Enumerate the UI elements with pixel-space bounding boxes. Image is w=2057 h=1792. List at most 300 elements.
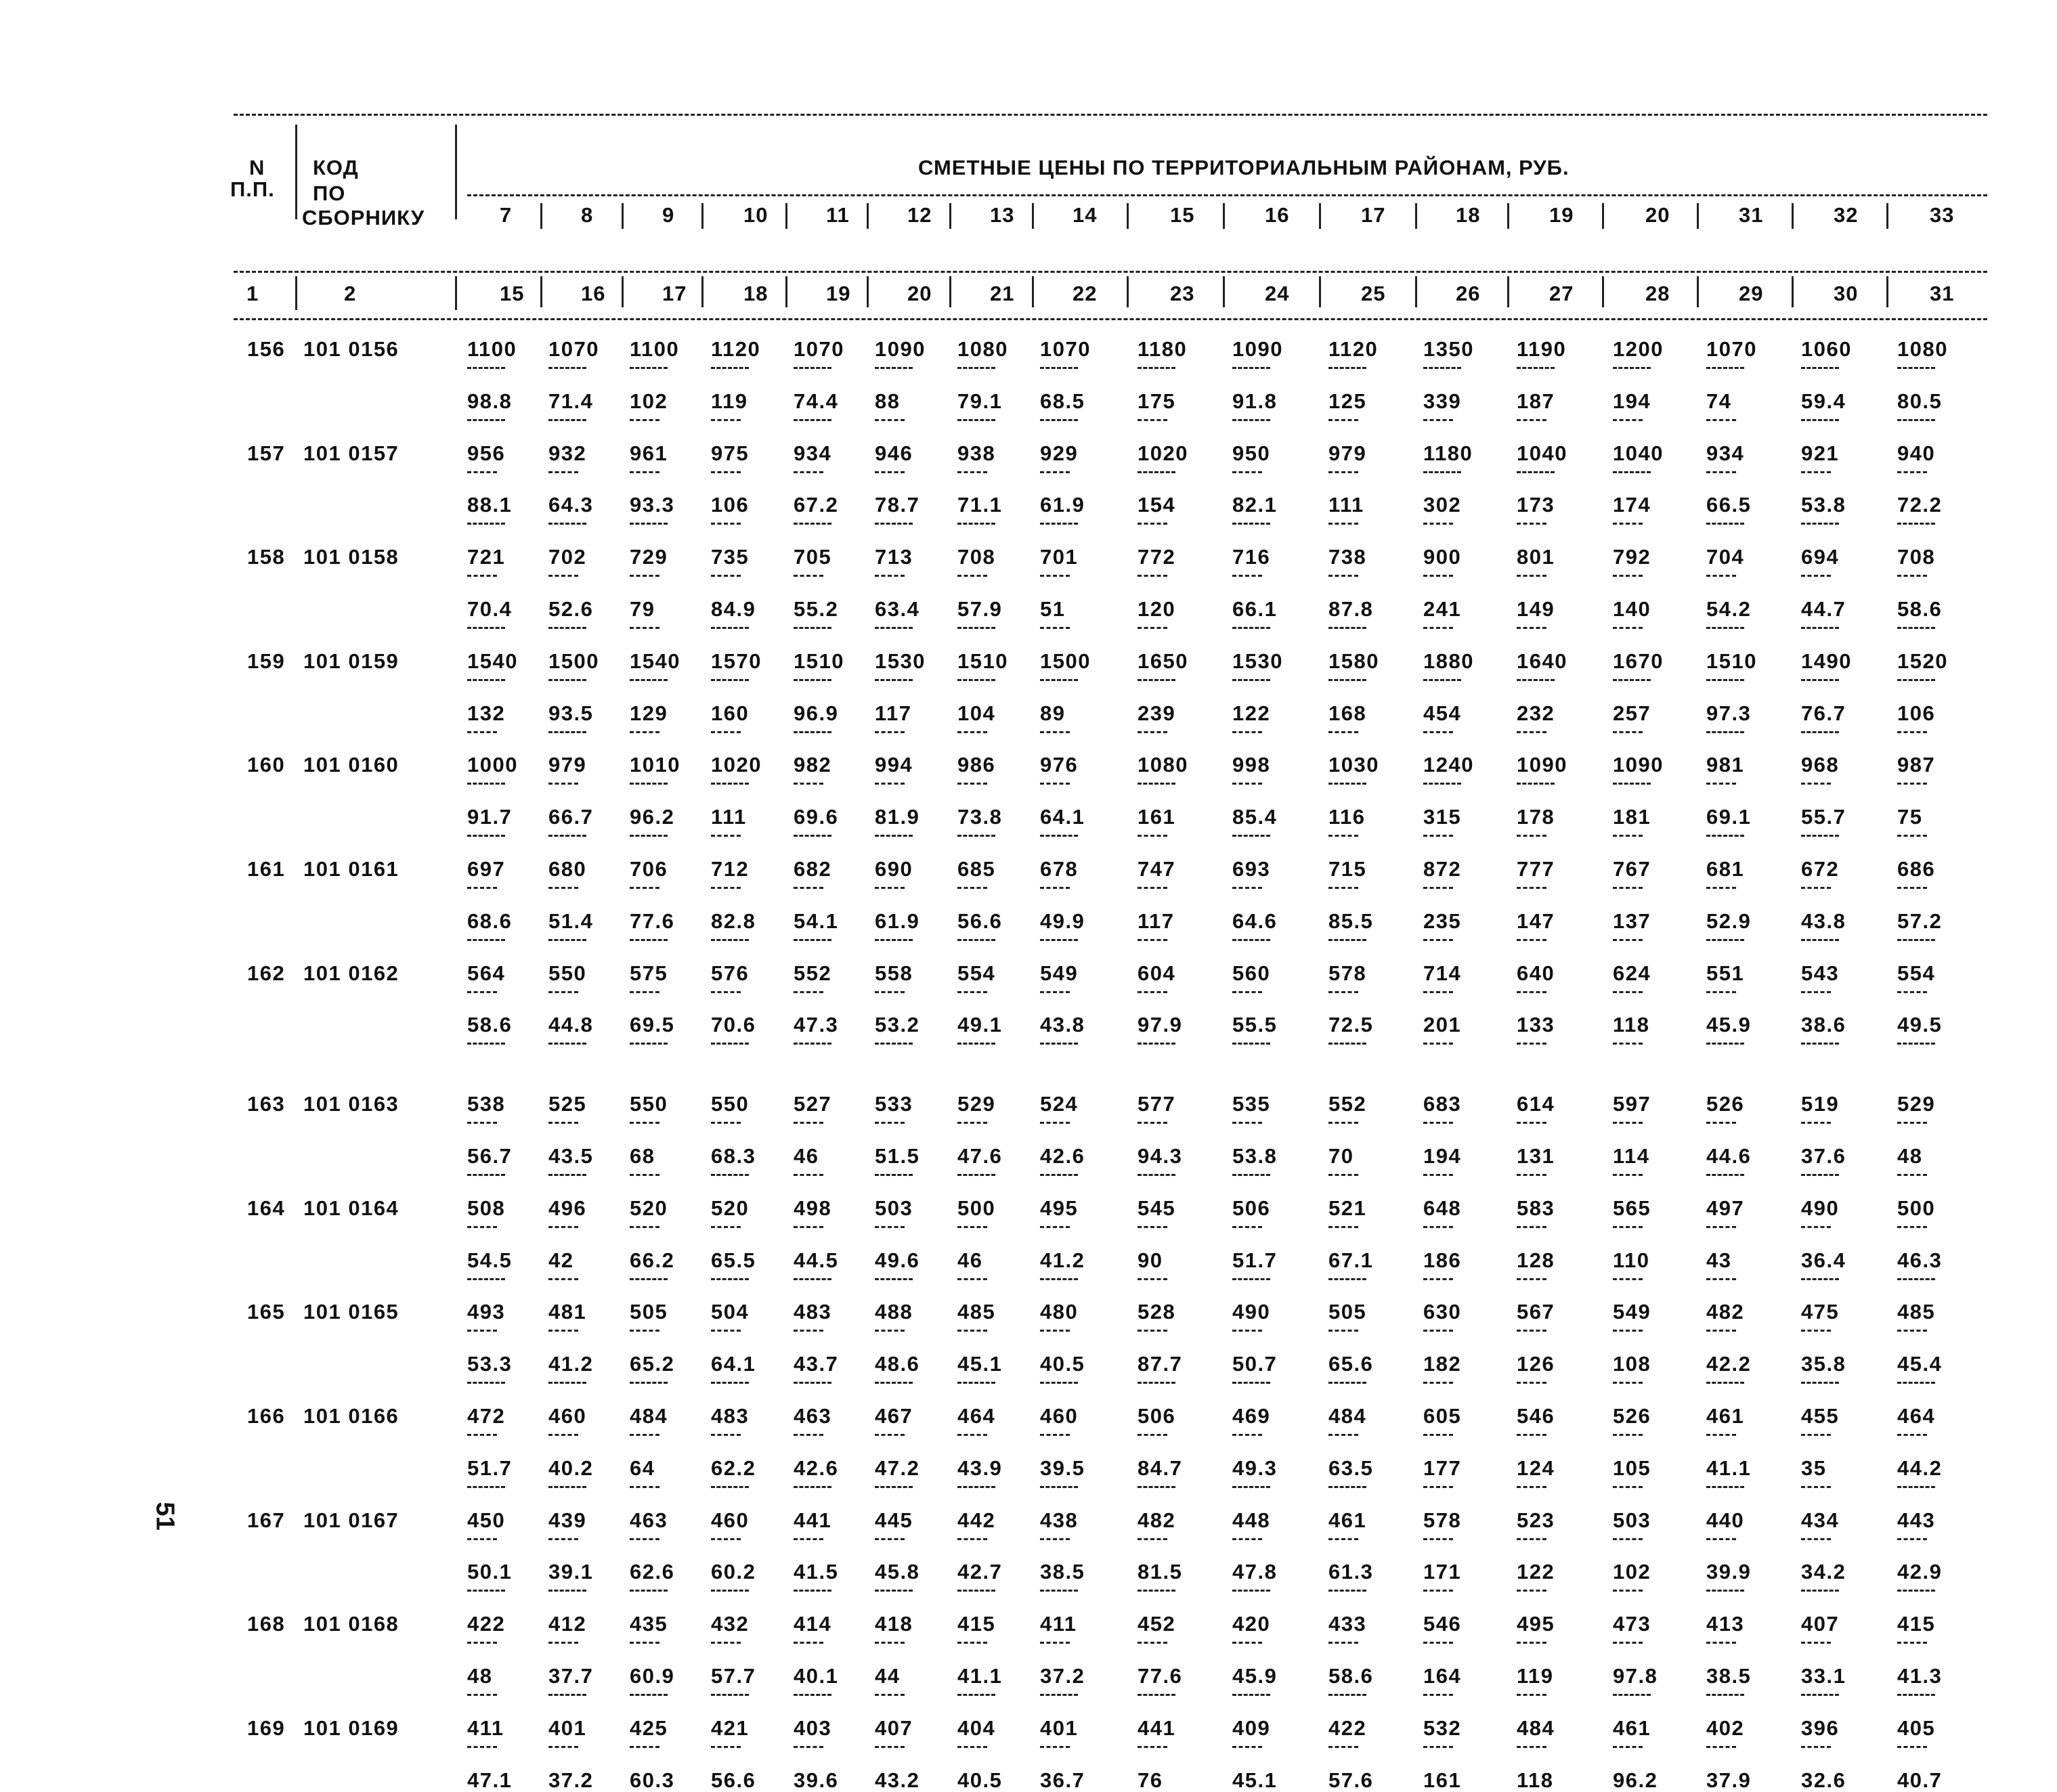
- fraction-bar: [1897, 1538, 1927, 1540]
- price-cell: 552: [1328, 1092, 1367, 1116]
- price-cell: 55.2: [794, 597, 839, 621]
- fraction-bar: [467, 575, 497, 577]
- fraction-bar: [711, 1642, 741, 1644]
- fraction-bar: [1328, 1486, 1366, 1488]
- fraction-bar: [1706, 1382, 1744, 1384]
- price-cell: 97.8: [1613, 1664, 1658, 1688]
- fraction-bar: [1423, 367, 1461, 369]
- price-cell: 87.8: [1328, 597, 1374, 621]
- fraction-bar: [794, 1382, 831, 1384]
- fraction-bar: [1328, 991, 1358, 993]
- price-cell: 1540: [630, 649, 680, 673]
- fraction-bar: [1613, 1434, 1643, 1436]
- fraction-bar: [794, 1043, 831, 1045]
- price-cell: 1040: [1517, 441, 1567, 465]
- price-cell: 47.2: [875, 1456, 920, 1480]
- column-index: 1: [246, 282, 259, 305]
- price-cell: 76.7: [1801, 701, 1846, 725]
- price-cell: 43.5: [548, 1144, 594, 1168]
- fraction-bar: [1706, 1434, 1736, 1436]
- fraction-bar: [467, 1434, 497, 1436]
- price-cell: 40.5: [1040, 1352, 1085, 1376]
- price-cell: 44.6: [1706, 1144, 1752, 1168]
- item-code: 101 0164: [303, 1196, 399, 1220]
- price-cell: 407: [875, 1715, 913, 1740]
- price-cell: 702: [548, 545, 587, 569]
- price-cell: 78.7: [875, 493, 920, 517]
- price-cell: 66.1: [1232, 597, 1278, 621]
- header-vbar: [1602, 276, 1604, 307]
- fraction-bar: [875, 471, 905, 473]
- price-cell: 124: [1517, 1456, 1555, 1480]
- item-code: 101 0161: [303, 857, 399, 881]
- fraction-bar: [1328, 575, 1358, 577]
- fraction-bar: [1040, 731, 1070, 733]
- fraction-bar: [957, 835, 995, 837]
- price-cell: 168: [1328, 701, 1367, 725]
- price-cell: 89: [1040, 701, 1066, 725]
- price-cell: 604: [1138, 961, 1176, 985]
- price-cell: 950: [1232, 441, 1271, 465]
- price-cell: 506: [1138, 1404, 1176, 1428]
- fraction-bar: [467, 471, 497, 473]
- header-code-2: ПО: [313, 181, 346, 205]
- price-cell: 412: [548, 1612, 587, 1636]
- price-cell: 986: [957, 753, 996, 777]
- price-cell: 44.8: [548, 1013, 594, 1037]
- price-cell: 1240: [1423, 753, 1474, 777]
- fraction-bar: [794, 1226, 823, 1228]
- price-cell: 64.6: [1232, 909, 1278, 933]
- fraction-bar: [1706, 887, 1736, 889]
- fraction-bar: [957, 1330, 987, 1332]
- price-cell: 56.6: [711, 1768, 756, 1792]
- price-cell: 418: [875, 1612, 913, 1636]
- price-cell: 64.1: [1040, 805, 1085, 829]
- fraction-bar: [1801, 419, 1839, 421]
- price-cell: 77.6: [1138, 1664, 1183, 1688]
- fraction-bar: [957, 1538, 987, 1540]
- fraction-bar: [630, 1043, 668, 1045]
- fraction-bar: [548, 1642, 578, 1644]
- fraction-bar: [1897, 887, 1927, 889]
- fraction-bar: [794, 1590, 831, 1592]
- header-vbar: [1507, 276, 1509, 307]
- price-cell: 1100: [467, 337, 517, 361]
- fraction-bar: [794, 1538, 823, 1540]
- price-cell: 69.5: [630, 1013, 675, 1037]
- fraction-bar: [1232, 1330, 1262, 1332]
- price-cell: 1080: [957, 337, 1008, 361]
- price-cell: 1500: [1040, 649, 1091, 673]
- price-cell: 131: [1517, 1144, 1555, 1168]
- price-cell: 42.6: [1040, 1144, 1085, 1168]
- price-cell: 1090: [1232, 337, 1283, 361]
- price-cell: 690: [875, 857, 913, 881]
- price-cell: 41.3: [1897, 1664, 1943, 1688]
- price-cell: 712: [711, 857, 750, 881]
- price-cell: 1190: [1517, 337, 1567, 361]
- price-cell: 1040: [1613, 441, 1664, 465]
- fraction-bar: [711, 1330, 741, 1332]
- fraction-bar: [957, 679, 995, 681]
- price-cell: 550: [711, 1092, 750, 1116]
- price-cell: 735: [711, 545, 750, 569]
- fraction-bar: [1613, 1174, 1643, 1176]
- fraction-bar: [1423, 1174, 1453, 1176]
- price-cell: 682: [794, 857, 832, 881]
- price-cell: 49.3: [1232, 1456, 1278, 1480]
- price-cell: 1510: [794, 649, 844, 673]
- price-cell: 140: [1613, 597, 1651, 621]
- fraction-bar: [1706, 1538, 1736, 1540]
- fraction-bar: [1706, 1226, 1736, 1228]
- fraction-bar: [875, 1642, 905, 1644]
- fraction-bar: [548, 523, 586, 525]
- price-cell: 42.6: [794, 1456, 839, 1480]
- header-vbar: [540, 276, 542, 307]
- header-vbar: [1697, 203, 1699, 229]
- price-cell: 554: [957, 961, 996, 985]
- price-cell: 1100: [630, 337, 680, 361]
- fraction-bar: [1423, 1746, 1453, 1748]
- fraction-bar: [875, 575, 905, 577]
- price-cell: 69.1: [1706, 805, 1752, 829]
- price-cell: 174: [1613, 493, 1651, 517]
- fraction-bar: [467, 1590, 505, 1592]
- fraction-bar: [794, 471, 823, 473]
- price-cell: 503: [875, 1196, 913, 1220]
- fraction-bar: [957, 1434, 987, 1436]
- price-cell: 40.5: [957, 1768, 1003, 1792]
- price-cell: 498: [794, 1196, 832, 1220]
- fraction-bar: [1423, 1226, 1453, 1228]
- fraction-bar: [1517, 627, 1546, 629]
- price-cell: 747: [1138, 857, 1176, 881]
- price-cell: 45.9: [1706, 1013, 1752, 1037]
- price-cell: 1180: [1423, 441, 1473, 465]
- fraction-bar: [630, 575, 659, 577]
- price-cell: 523: [1517, 1508, 1555, 1532]
- price-cell: 481: [548, 1300, 587, 1324]
- price-cell: 60.9: [630, 1664, 675, 1688]
- price-cell: 47.1: [467, 1768, 513, 1792]
- fraction-bar: [875, 419, 905, 421]
- fraction-bar: [957, 1278, 987, 1280]
- fraction-bar: [630, 1746, 659, 1748]
- fraction-bar: [1232, 1382, 1270, 1384]
- price-cell: 565: [1613, 1196, 1651, 1220]
- fraction-bar: [1897, 1278, 1935, 1280]
- item-code: 101 0168: [303, 1612, 399, 1636]
- price-cell: 493: [467, 1300, 506, 1324]
- fraction-bar: [711, 367, 749, 369]
- fraction-bar: [1138, 1043, 1175, 1045]
- column-index: 24: [1265, 282, 1290, 305]
- fraction-bar: [1706, 1746, 1736, 1748]
- price-cell: 122: [1517, 1560, 1555, 1584]
- header-code-3: СБОРНИКУ: [302, 206, 425, 230]
- fraction-bar: [1040, 1226, 1070, 1228]
- fraction-bar: [1138, 1694, 1175, 1696]
- fraction-bar: [1706, 939, 1744, 941]
- price-cell: 122: [1232, 701, 1271, 725]
- price-cell: 46: [957, 1248, 983, 1272]
- price-cell: 520: [630, 1196, 668, 1220]
- fraction-bar: [957, 471, 987, 473]
- price-cell: 164: [1423, 1664, 1462, 1688]
- header-vbar: [295, 276, 297, 310]
- price-cell: 706: [630, 857, 668, 881]
- header-vbar: [1415, 276, 1417, 307]
- fraction-bar: [630, 1122, 659, 1124]
- fraction-bar: [711, 1278, 749, 1280]
- item-code: 101 0165: [303, 1300, 399, 1324]
- price-cell: 49.9: [1040, 909, 1085, 933]
- price-cell: 54.1: [794, 909, 839, 933]
- fraction-bar: [1423, 1590, 1453, 1592]
- fraction-bar: [1138, 1538, 1167, 1540]
- price-cell: 401: [548, 1715, 587, 1740]
- fraction-bar: [1138, 679, 1175, 681]
- fraction-bar: [1423, 731, 1453, 733]
- header-vbar: [1032, 203, 1034, 229]
- fraction-bar: [1613, 835, 1643, 837]
- price-cell: 42.9: [1897, 1560, 1943, 1584]
- price-cell: 464: [1897, 1404, 1936, 1428]
- fraction-bar: [1232, 471, 1262, 473]
- price-cell: 1530: [875, 649, 926, 673]
- fraction-bar: [711, 887, 741, 889]
- price-cell: 443: [1897, 1508, 1936, 1532]
- price-cell: 483: [794, 1300, 832, 1324]
- price-cell: 1020: [1138, 441, 1188, 465]
- header-vbar: [455, 125, 457, 219]
- price-cell: 554: [1897, 961, 1936, 985]
- price-cell: 420: [1232, 1612, 1271, 1636]
- fraction-bar: [1138, 1330, 1167, 1332]
- price-cell: 51: [1040, 597, 1066, 621]
- region-header: 13: [990, 203, 1015, 227]
- fraction-bar: [1138, 367, 1175, 369]
- price-cell: 71.4: [548, 389, 594, 413]
- fraction-bar: [711, 1486, 749, 1488]
- fraction-bar: [1328, 1746, 1358, 1748]
- price-cell: 490: [1801, 1196, 1840, 1220]
- fraction-bar: [1040, 1434, 1070, 1436]
- price-cell: 55.5: [1232, 1013, 1278, 1037]
- fraction-bar: [1706, 1486, 1744, 1488]
- fraction-bar: [1517, 1642, 1546, 1644]
- price-cell: 403: [794, 1715, 832, 1740]
- price-cell: 982: [794, 753, 832, 777]
- fraction-bar: [548, 1174, 586, 1176]
- price-cell: 45.8: [875, 1560, 920, 1584]
- price-cell: 80.5: [1897, 389, 1943, 413]
- fraction-bar: [1138, 575, 1167, 577]
- price-cell: 39.9: [1706, 1560, 1752, 1584]
- fraction-bar: [1613, 471, 1651, 473]
- fraction-bar: [1706, 1043, 1744, 1045]
- price-cell: 485: [957, 1300, 996, 1324]
- fraction-bar: [1613, 1538, 1643, 1540]
- price-cell: 624: [1613, 961, 1651, 985]
- item-number: 158: [247, 545, 286, 569]
- price-cell: 549: [1040, 961, 1079, 985]
- fraction-bar: [1613, 991, 1643, 993]
- fraction-bar: [711, 783, 749, 785]
- fraction-bar: [875, 1538, 905, 1540]
- price-cell: 171: [1423, 1560, 1462, 1584]
- fraction-bar: [875, 1226, 905, 1228]
- price-cell: 567: [1517, 1300, 1555, 1324]
- price-cell: 1490: [1801, 649, 1852, 673]
- fraction-bar: [1517, 1122, 1546, 1124]
- fraction-bar: [711, 1590, 749, 1592]
- item-code: 101 0156: [303, 337, 399, 361]
- fraction-bar: [1897, 1434, 1927, 1436]
- fraction-bar: [1040, 627, 1070, 629]
- page-number: 51: [150, 1502, 179, 1531]
- fraction-bar: [1517, 419, 1546, 421]
- fraction-bar: [1613, 887, 1643, 889]
- fraction-bar: [630, 1486, 659, 1488]
- fraction-bar: [957, 887, 987, 889]
- fraction-bar: [1801, 1434, 1831, 1436]
- price-cell: 41.2: [1040, 1248, 1085, 1272]
- fraction-bar: [1801, 1174, 1839, 1176]
- fraction-bar: [1801, 835, 1839, 837]
- price-cell: 526: [1706, 1092, 1745, 1116]
- fraction-bar: [1517, 939, 1546, 941]
- fraction-bar: [794, 1122, 823, 1124]
- fraction-bar: [875, 1043, 913, 1045]
- fraction-bar: [1232, 627, 1270, 629]
- price-cell: 93.3: [630, 493, 675, 517]
- price-cell: 484: [630, 1404, 668, 1428]
- price-cell: 37.6: [1801, 1144, 1846, 1168]
- fraction-bar: [1232, 1486, 1270, 1488]
- fraction-bar: [1517, 1590, 1546, 1592]
- price-cell: 84.7: [1138, 1456, 1183, 1480]
- column-index: 28: [1645, 282, 1670, 305]
- fraction-bar: [467, 367, 505, 369]
- price-cell: 119: [711, 389, 748, 413]
- fraction-bar: [875, 627, 913, 629]
- header-vbar: [949, 276, 951, 307]
- fraction-bar: [711, 1746, 741, 1748]
- fraction-bar: [1232, 1226, 1262, 1228]
- price-cell: 67.1: [1328, 1248, 1374, 1272]
- fraction-bar: [1801, 471, 1831, 473]
- price-cell: 53.8: [1232, 1144, 1278, 1168]
- price-cell: 1090: [1613, 753, 1664, 777]
- header-vbar: [867, 203, 869, 229]
- fraction-bar: [1517, 1174, 1546, 1176]
- price-cell: 461: [1706, 1404, 1745, 1428]
- fraction-bar: [467, 835, 505, 837]
- price-cell: 39.6: [794, 1768, 839, 1792]
- fraction-bar: [875, 1330, 905, 1332]
- price-cell: 1030: [1328, 753, 1379, 777]
- column-index: 25: [1361, 282, 1386, 305]
- price-cell: 505: [1328, 1300, 1367, 1324]
- fraction-bar: [1138, 471, 1175, 473]
- price-cell: 1000: [467, 753, 518, 777]
- price-cell: 91.7: [467, 805, 513, 829]
- price-cell: 235: [1423, 909, 1462, 933]
- fraction-bar: [711, 575, 741, 577]
- item-number: 166: [247, 1404, 286, 1428]
- price-cell: 41.5: [794, 1560, 839, 1584]
- price-cell: 39.5: [1040, 1456, 1085, 1480]
- price-cell: 111: [711, 805, 747, 829]
- fraction-bar: [467, 1174, 505, 1176]
- fraction-bar: [1232, 731, 1262, 733]
- price-cell: 64: [630, 1456, 655, 1480]
- price-cell: 96.2: [1613, 1768, 1658, 1792]
- fraction-bar: [1040, 835, 1078, 837]
- price-cell: 402: [1706, 1715, 1745, 1740]
- fraction-bar: [467, 1382, 505, 1384]
- price-cell: 729: [630, 545, 668, 569]
- price-cell: 114: [1613, 1144, 1650, 1168]
- price-cell: 422: [1328, 1715, 1367, 1740]
- fraction-bar: [548, 1122, 578, 1124]
- price-cell: 54.5: [467, 1248, 513, 1272]
- price-cell: 900: [1423, 545, 1462, 569]
- price-cell: 39.1: [548, 1560, 594, 1584]
- fraction-bar: [630, 419, 659, 421]
- fraction-bar: [1706, 1174, 1744, 1176]
- price-cell: 132: [467, 701, 506, 725]
- price-cell: 538: [467, 1092, 506, 1116]
- price-cell: 578: [1423, 1508, 1462, 1532]
- fraction-bar: [957, 1486, 995, 1488]
- fraction-bar: [1328, 731, 1358, 733]
- price-cell: 463: [630, 1508, 668, 1532]
- fraction-bar: [1423, 887, 1453, 889]
- fraction-bar: [1706, 1122, 1736, 1124]
- price-cell: 232: [1517, 701, 1555, 725]
- price-cell: 694: [1801, 545, 1840, 569]
- price-cell: 597: [1613, 1092, 1651, 1116]
- fraction-bar: [1517, 1330, 1546, 1332]
- fraction-bar: [1613, 575, 1643, 577]
- fraction-bar: [548, 1486, 586, 1488]
- fraction-bar: [875, 939, 913, 941]
- fraction-bar: [1897, 1174, 1927, 1176]
- header-vbar: [1415, 203, 1417, 229]
- fraction-bar: [548, 1043, 586, 1045]
- fraction-bar: [1040, 1694, 1078, 1696]
- fraction-bar: [957, 419, 995, 421]
- fraction-bar: [630, 1590, 668, 1592]
- price-cell: 496: [548, 1196, 587, 1220]
- price-cell: 119: [1517, 1664, 1554, 1688]
- price-cell: 940: [1897, 441, 1936, 465]
- fraction-bar: [1138, 835, 1167, 837]
- column-index: 26: [1456, 282, 1481, 305]
- item-code: 101 0160: [303, 753, 399, 777]
- fraction-bar: [1897, 1590, 1935, 1592]
- price-cell: 57.9: [957, 597, 1003, 621]
- header-vbar: [785, 203, 787, 229]
- price-cell: 473: [1613, 1612, 1651, 1636]
- price-cell: 440: [1706, 1508, 1745, 1532]
- price-cell: 454: [1423, 701, 1462, 725]
- fraction-bar: [467, 1278, 505, 1280]
